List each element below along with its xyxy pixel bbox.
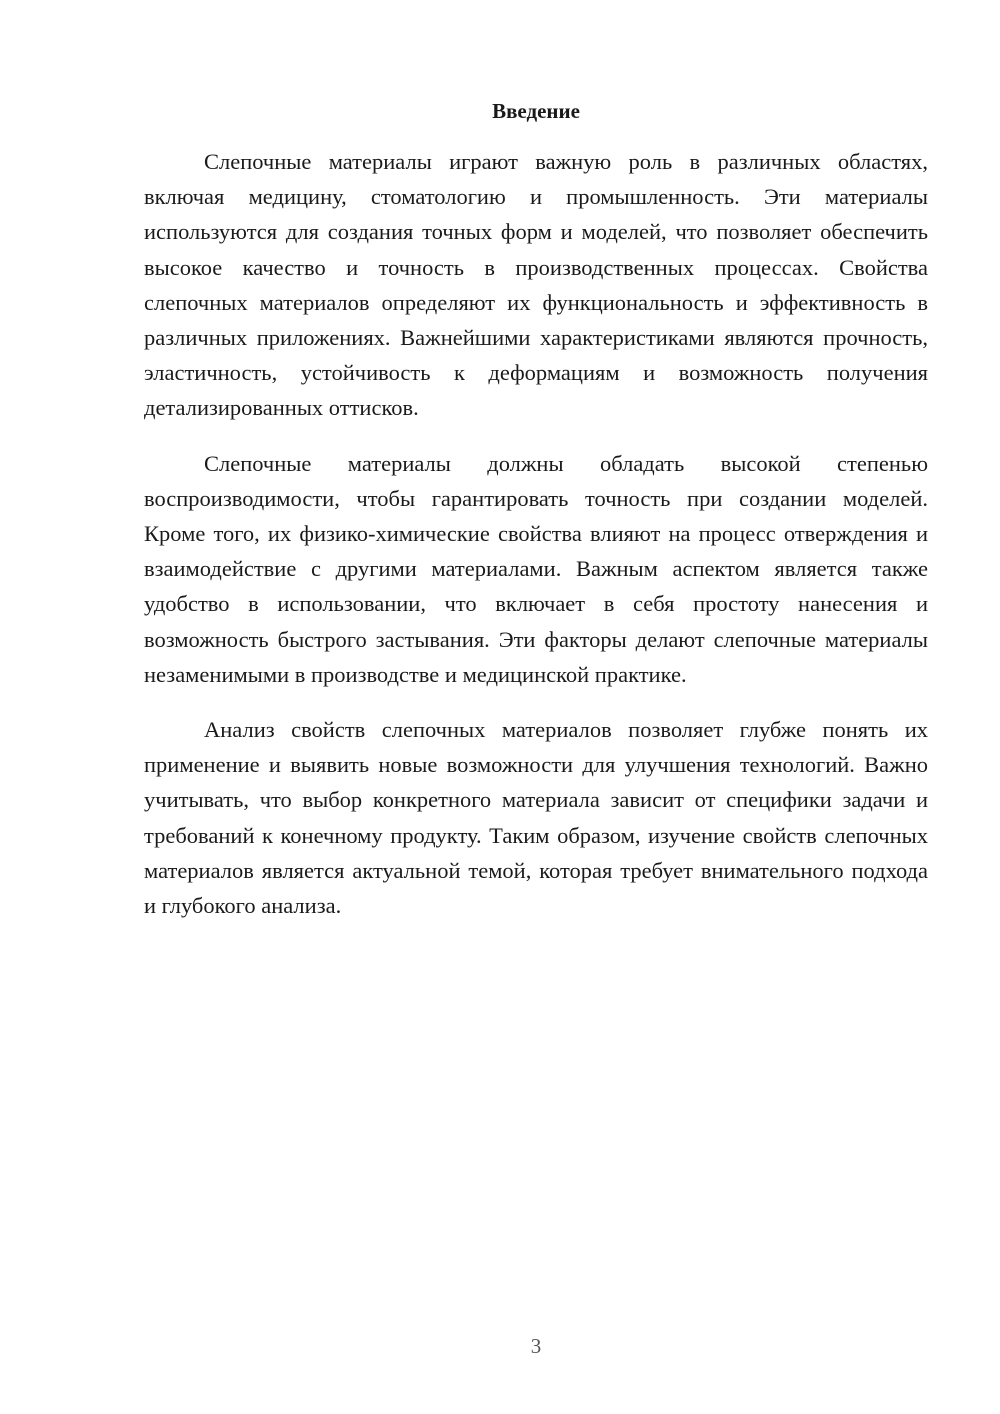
paragraph-3: Анализ свойств слепочных материалов позволяет глубже понять их применение и выявить новые возможности для улучшения технологий. Важно учитывать, что выбор конкретного материала зависит от специфики задачи и требований к конечному продукту. Таким образом, изучение свойств слепочных материалов является актуальной темой, которая требует внимательного подхода и глубокого анализа. — [144, 717, 928, 919]
section-title: Введение — [492, 99, 580, 123]
paragraph-1: Слепочные материалы играют важную роль в различных областях, включая медицину, стоматологию и промышленность. Эти материалы используются для создания точных форм и моделей, что позволяет обеспечить высокое качество и точность в производственных процессах. Свойства слепочных материалов определяют их функциональность и эффективность в различных приложениях. Важнейшими характеристиками являются прочность, эластичность, устойчивость к деформациям и возможность получения детализированных оттисков. — [144, 149, 928, 421]
body-text — [144, 144, 928, 943]
page-number: 3 — [530, 1334, 542, 1358]
paragraph-2: Слепочные материалы должны обладать высокой степенью воспроизводимости, чтобы гарантировать точность при создании моделей. Кроме того, их физико-химические свойства влияют на процесс отверждения и взаимодействие с другими материалами. Важным аспектом является также удобство в использовании, что включает в себя простоту нанесения и возможность быстрого застывания. Эти факторы делают слепочные материалы незаменимыми в производстве и медицинской практике. — [144, 450, 928, 687]
